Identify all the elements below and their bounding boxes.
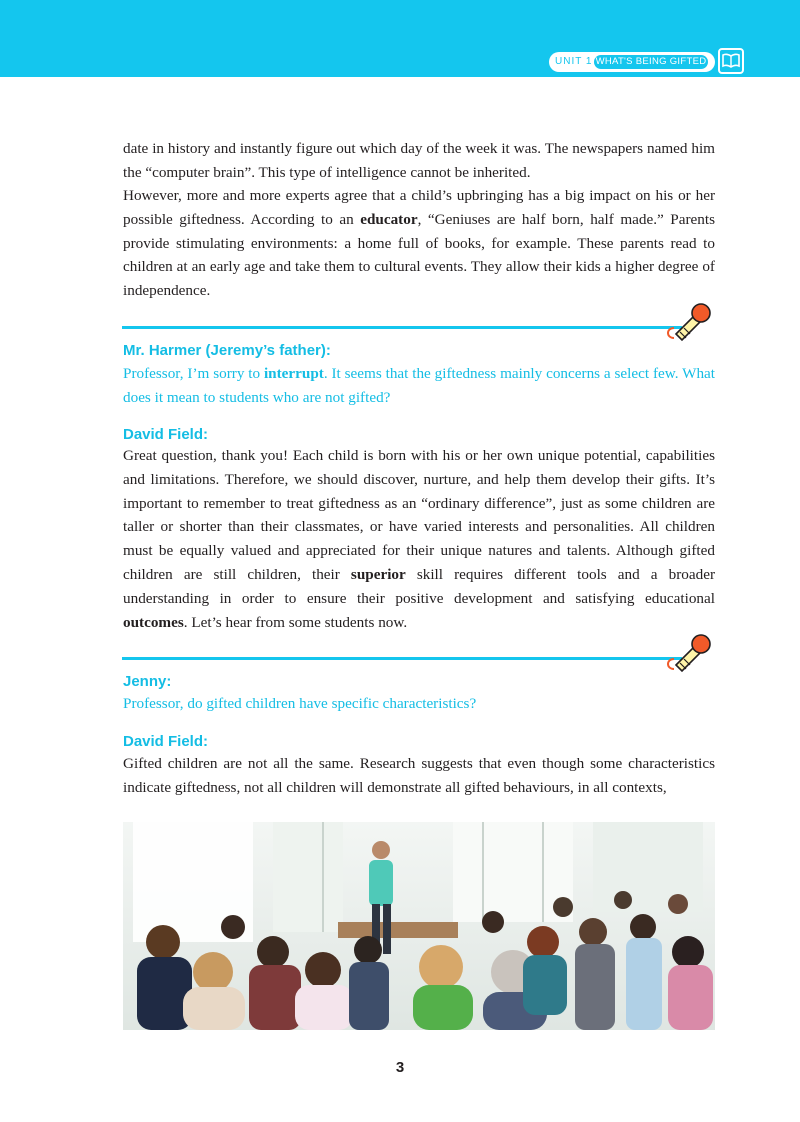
answer-paragraph-2: Gifted children are not all the same. Research suggests that even though some characteristics indicate giftedness, not all children will demonstrate all gifted behaviours, in all contexts, (123, 755, 715, 796)
question-characteristics: Professor, do gifted children have specific characteristics? (123, 695, 477, 712)
lecture-photo (123, 822, 715, 1030)
speaker-mr-harmer: Mr. Harmer (Jeremy’s father): (123, 342, 331, 359)
speaker-david-field: David Field: (123, 733, 209, 750)
section-divider (122, 657, 682, 660)
section-divider (122, 326, 682, 329)
unit-title: WHAT'S BEING GIFTED (595, 56, 707, 67)
speaker-david-field: David Field: (123, 426, 209, 443)
page-number: 3 (395, 1059, 405, 1076)
microphone-icon (664, 298, 714, 342)
microphone-icon (664, 629, 714, 673)
answer-paragraph-1: Great question, thank you! Each child is born with his or her own unique potential, capabilities and limitations. Therefore, we should discover, nurture, and help them develop their gifts. It’s important to remember to treat giftedness as an “ordinary difference”, just as some children are taller or shorter than their classmates, or have varied interests and personalities. All children must be equally valued and appreciated for their unique natures and talents. Although gifted children are still children, their superior skill requires different tools and a broader understanding in order to ensure their positive development and satisfying educational outcomes. Let’s hear from some students now. (123, 447, 716, 631)
question-interrupt: Professor, I’m sorry to interrupt. It seems that the giftedness mainly concerns a select few. What does it mean to students who are not gifted? (123, 365, 715, 406)
unit-label: UNIT 1 (555, 56, 593, 67)
intro-paragraph-1: date in history and instantly figure out which day of the week it was. The newspapers named him the “computer brain”. This type of intelligence cannot be inherited. (123, 140, 715, 181)
intro-paragraph-2: However, more and more experts agree that a child’s upbringing has a big impact on his or her possible giftedness. According to an educator, “Geniuses are half born, half made.” Parents provide stimulating environments: a home full of books, for example. These parents read to children at an early age and take them to cultural events. They allow their kids a higher degree of independence. (123, 187, 715, 300)
speaker-jenny: Jenny: (123, 673, 172, 690)
book-icon (718, 48, 744, 74)
